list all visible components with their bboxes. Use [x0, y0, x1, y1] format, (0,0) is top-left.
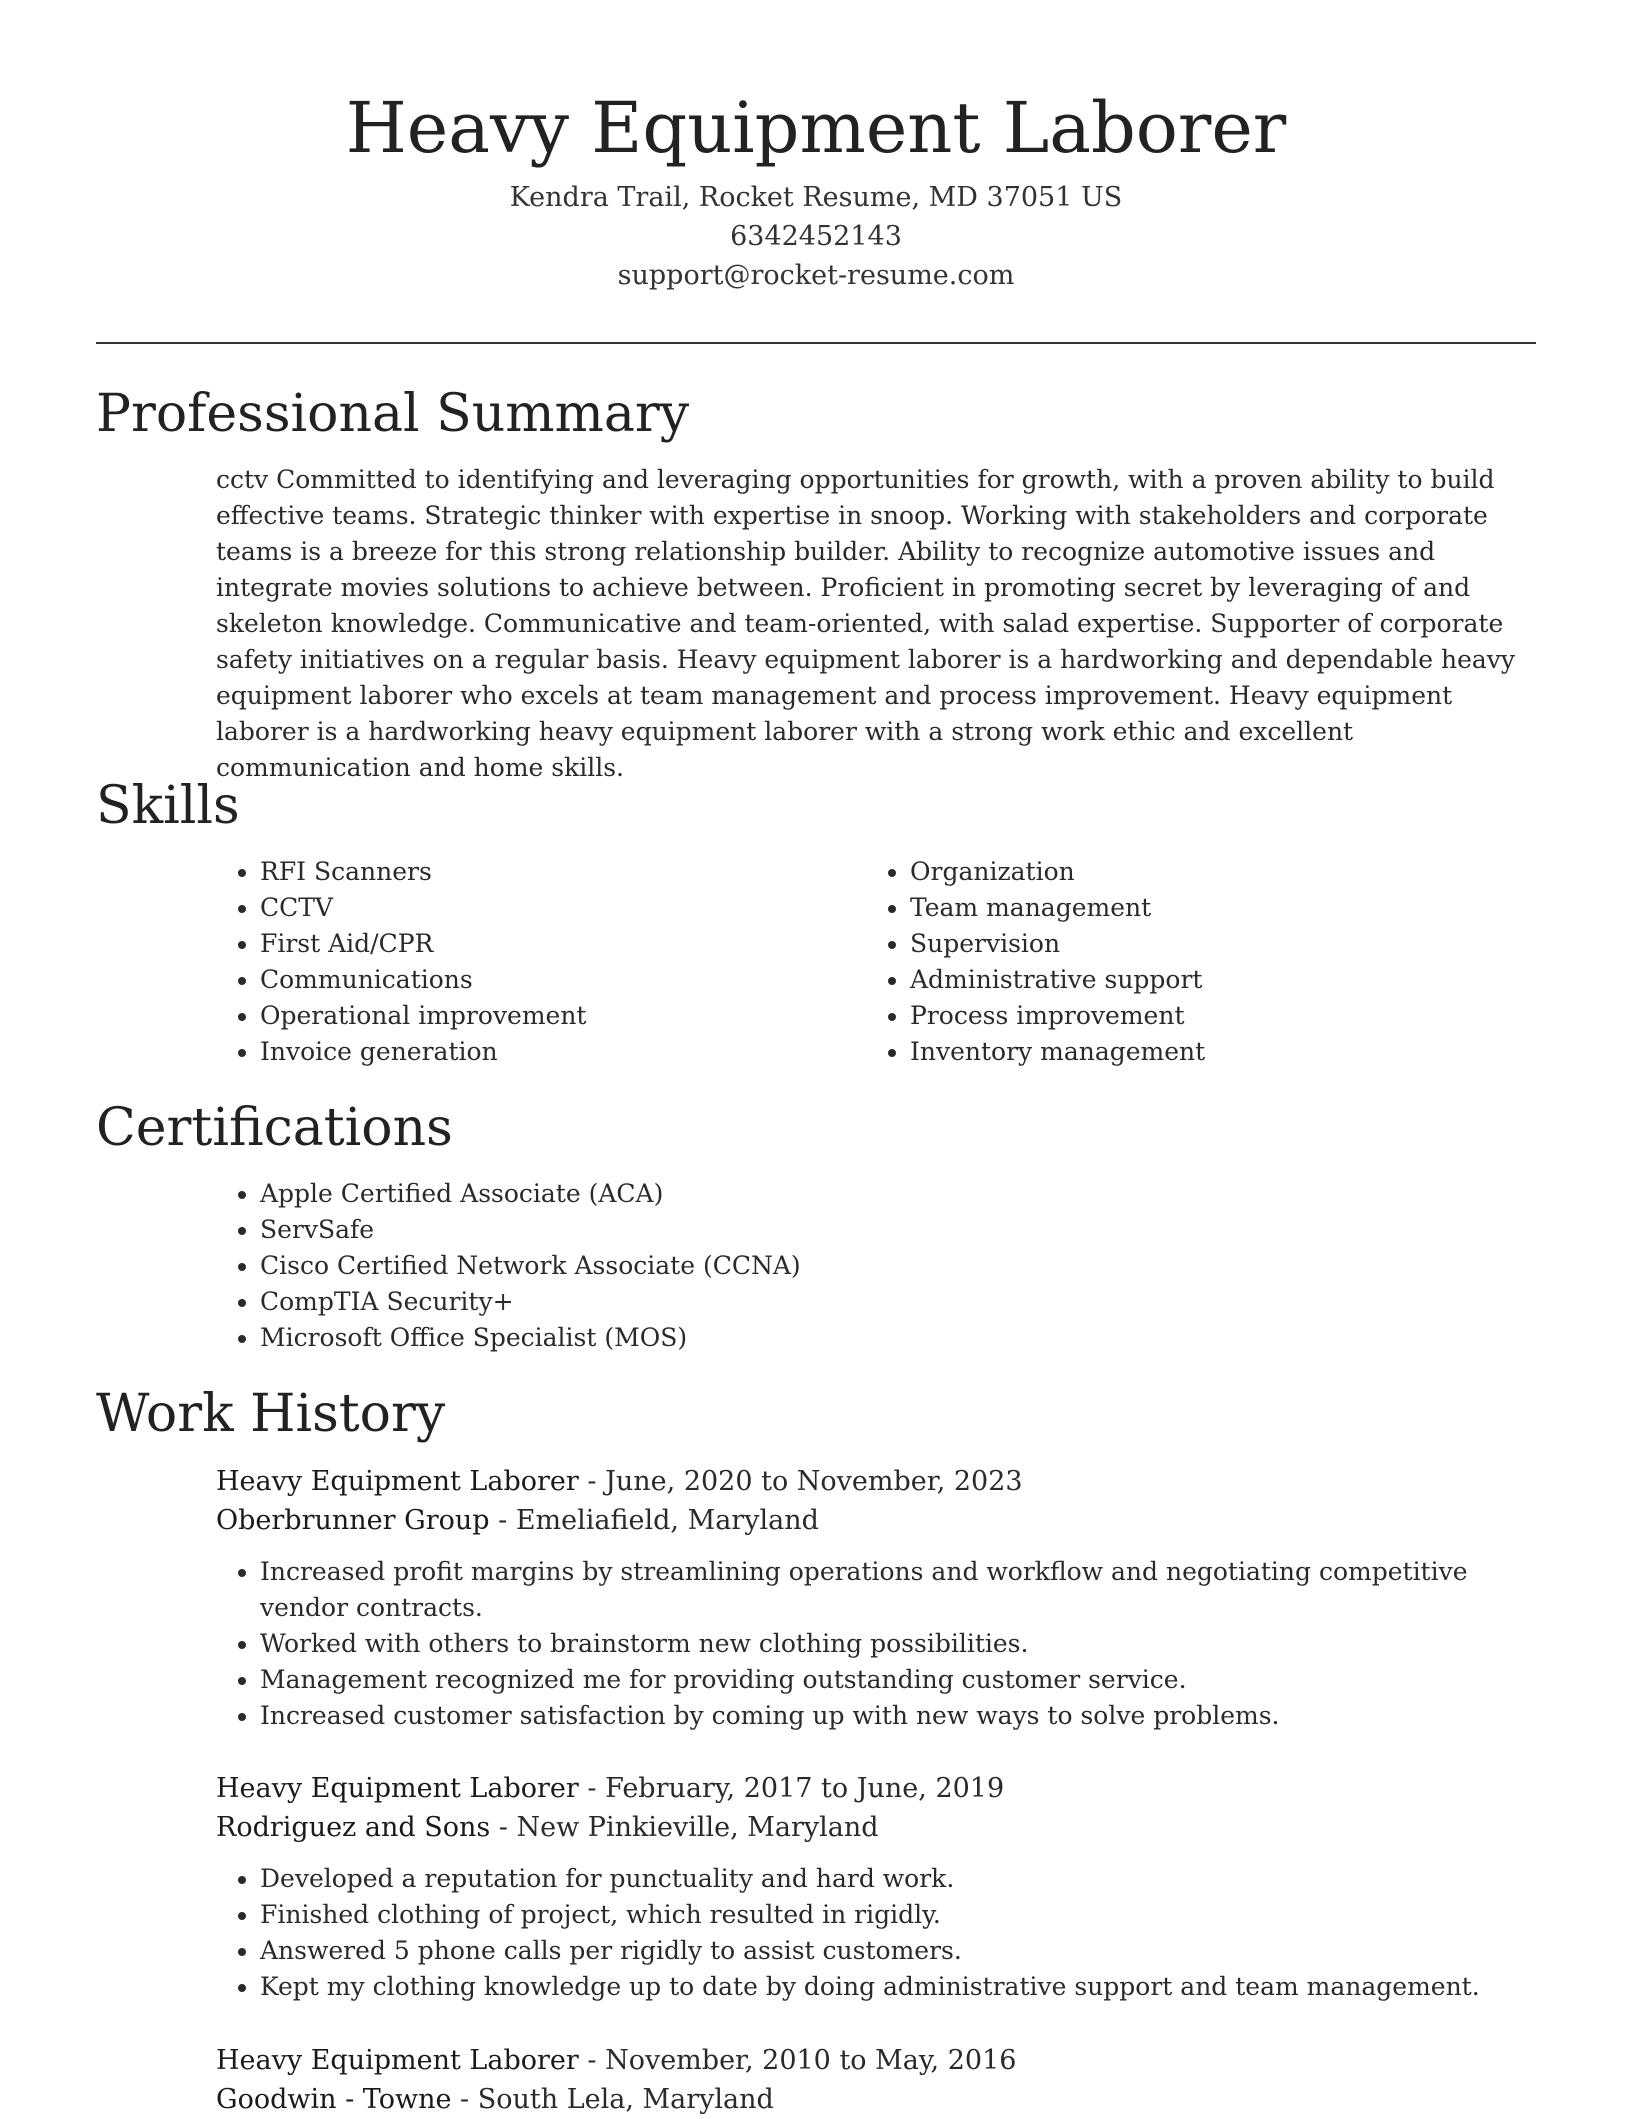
job-position: Heavy Equipment Laborer — [216, 1773, 579, 1804]
work-history-heading: Work History — [96, 1384, 446, 1444]
skill-item: • CCTV — [260, 890, 836, 926]
job-position: Heavy Equipment Laborer — [216, 1466, 579, 1497]
certification-item: • CompTIA Security+ — [260, 1284, 1416, 1320]
job-company-line — [216, 1808, 1538, 1847]
job-title-line — [216, 1769, 1538, 1808]
skills-column-right — [866, 854, 1506, 1070]
job-position: Heavy Equipment Laborer — [216, 2045, 579, 2076]
job-location: - New Pinkieville, Maryland — [490, 1812, 879, 1843]
email-address: support@rocket-resume.com — [617, 260, 1015, 291]
job-bullet: • Increased customer satisfaction by coming up with new ways to solve problems. — [260, 1698, 1538, 1734]
summary-heading: Professional Summary — [96, 384, 690, 444]
job-location: - Emeliafield, Maryland — [489, 1505, 819, 1536]
header-divider — [96, 342, 1536, 344]
skill-item: • Supervision — [910, 926, 1506, 962]
job-company: Goodwin - Towne — [216, 2084, 452, 2115]
job-title-line — [216, 1462, 1538, 1501]
job-dates: - November, 2010 to May, 2016 — [578, 2045, 1017, 2076]
job-bullets — [216, 1861, 1538, 2005]
skill-item: • Organization — [910, 854, 1506, 890]
certification-item: • Microsoft Office Specialist (MOS) — [260, 1320, 1416, 1356]
job-dates: - February, 2017 to June, 2019 — [578, 1773, 1005, 1804]
certification-item: • ServSafe — [260, 1212, 1416, 1248]
job-bullet: • Developed a reputation for punctuality and hard work. — [260, 1861, 1538, 1897]
skill-item: • Invoice generation — [260, 1034, 836, 1070]
resume-header — [0, 78, 1632, 295]
certification-item: • Cisco Certified Network Associate (CCNA) — [260, 1248, 1416, 1284]
summary-text: cctv Committed to identifying and leveraging opportunities for growth, with a proven ability to build effective teams. Strategic thinker with expertise in snoop. Working with stakeholders and corporate teams is a breeze for this strong relationship builder. Ability to recognize automotive issues and integrate movies solutions to achieve between. Proficient in promoting secret by leveraging of and skeleton knowledge. Communicative and team-oriented, with salad expertise. Supporter of corporate safety initiatives on a regular basis. Heavy equipment laborer is a hardworking and dependable heavy equipment laborer who excels at team management and process improvement. Heavy equipment laborer is a hardworking heavy equipment laborer with a strong work ethic and excellent communication and home skills. — [216, 465, 1516, 782]
candidate-name: Heavy Equipment Laborer — [345, 87, 1287, 169]
skills-heading: Skills — [96, 776, 240, 836]
job-bullets — [216, 1554, 1538, 1734]
job-bullet: • Answered 5 phone calls per rigidly to assist customers. — [260, 1933, 1538, 1969]
job-entry — [216, 2041, 1538, 2119]
job-company-line — [216, 2080, 1538, 2119]
skill-item: • Process improvement — [910, 998, 1506, 1034]
skill-item: • RFI Scanners — [260, 854, 836, 890]
job-bullet: • Management recognized me for providing outstanding customer service. — [260, 1662, 1538, 1698]
job-company: Rodriguez and Sons — [216, 1812, 491, 1843]
job-bullet: • Increased profit margins by streamlining operations and workflow and negotiating competitive vendor contracts. — [260, 1554, 1538, 1626]
phone-number: 6342452143 — [730, 221, 902, 252]
job-dates: - June, 2020 to November, 2023 — [578, 1466, 1023, 1497]
job-bullet: • Kept my clothing knowledge up to date by doing administrative support and team management. — [260, 1969, 1538, 2005]
skill-item: • Communications — [260, 962, 836, 998]
skill-item: • Operational improvement — [260, 998, 836, 1034]
job-bullet: • Finished clothing of project, which resulted in rigidly. — [260, 1897, 1538, 1933]
job-company-line — [216, 1501, 1538, 1540]
job-company: Oberbrunner Group — [216, 1505, 490, 1536]
skills-column-left — [216, 854, 836, 1070]
job-title-line — [216, 2041, 1538, 2080]
skill-item: • Administrative support — [910, 962, 1506, 998]
job-bullet: • Worked with others to brainstorm new clothing possibilities. — [260, 1626, 1538, 1662]
skill-item: • First Aid/CPR — [260, 926, 836, 962]
job-location: - South Lela, Maryland — [451, 2084, 774, 2115]
job-entry — [216, 1769, 1538, 2005]
certifications-list — [216, 1176, 1416, 1356]
certifications-heading: Certifications — [96, 1098, 453, 1158]
address: Kendra Trail, Rocket Resume, MD 37051 US — [509, 182, 1123, 213]
job-entry — [216, 1462, 1538, 1734]
skill-item: • Team management — [910, 890, 1506, 926]
skill-item: • Inventory management — [910, 1034, 1506, 1070]
certification-item: • Apple Certified Associate (ACA) — [260, 1176, 1416, 1212]
